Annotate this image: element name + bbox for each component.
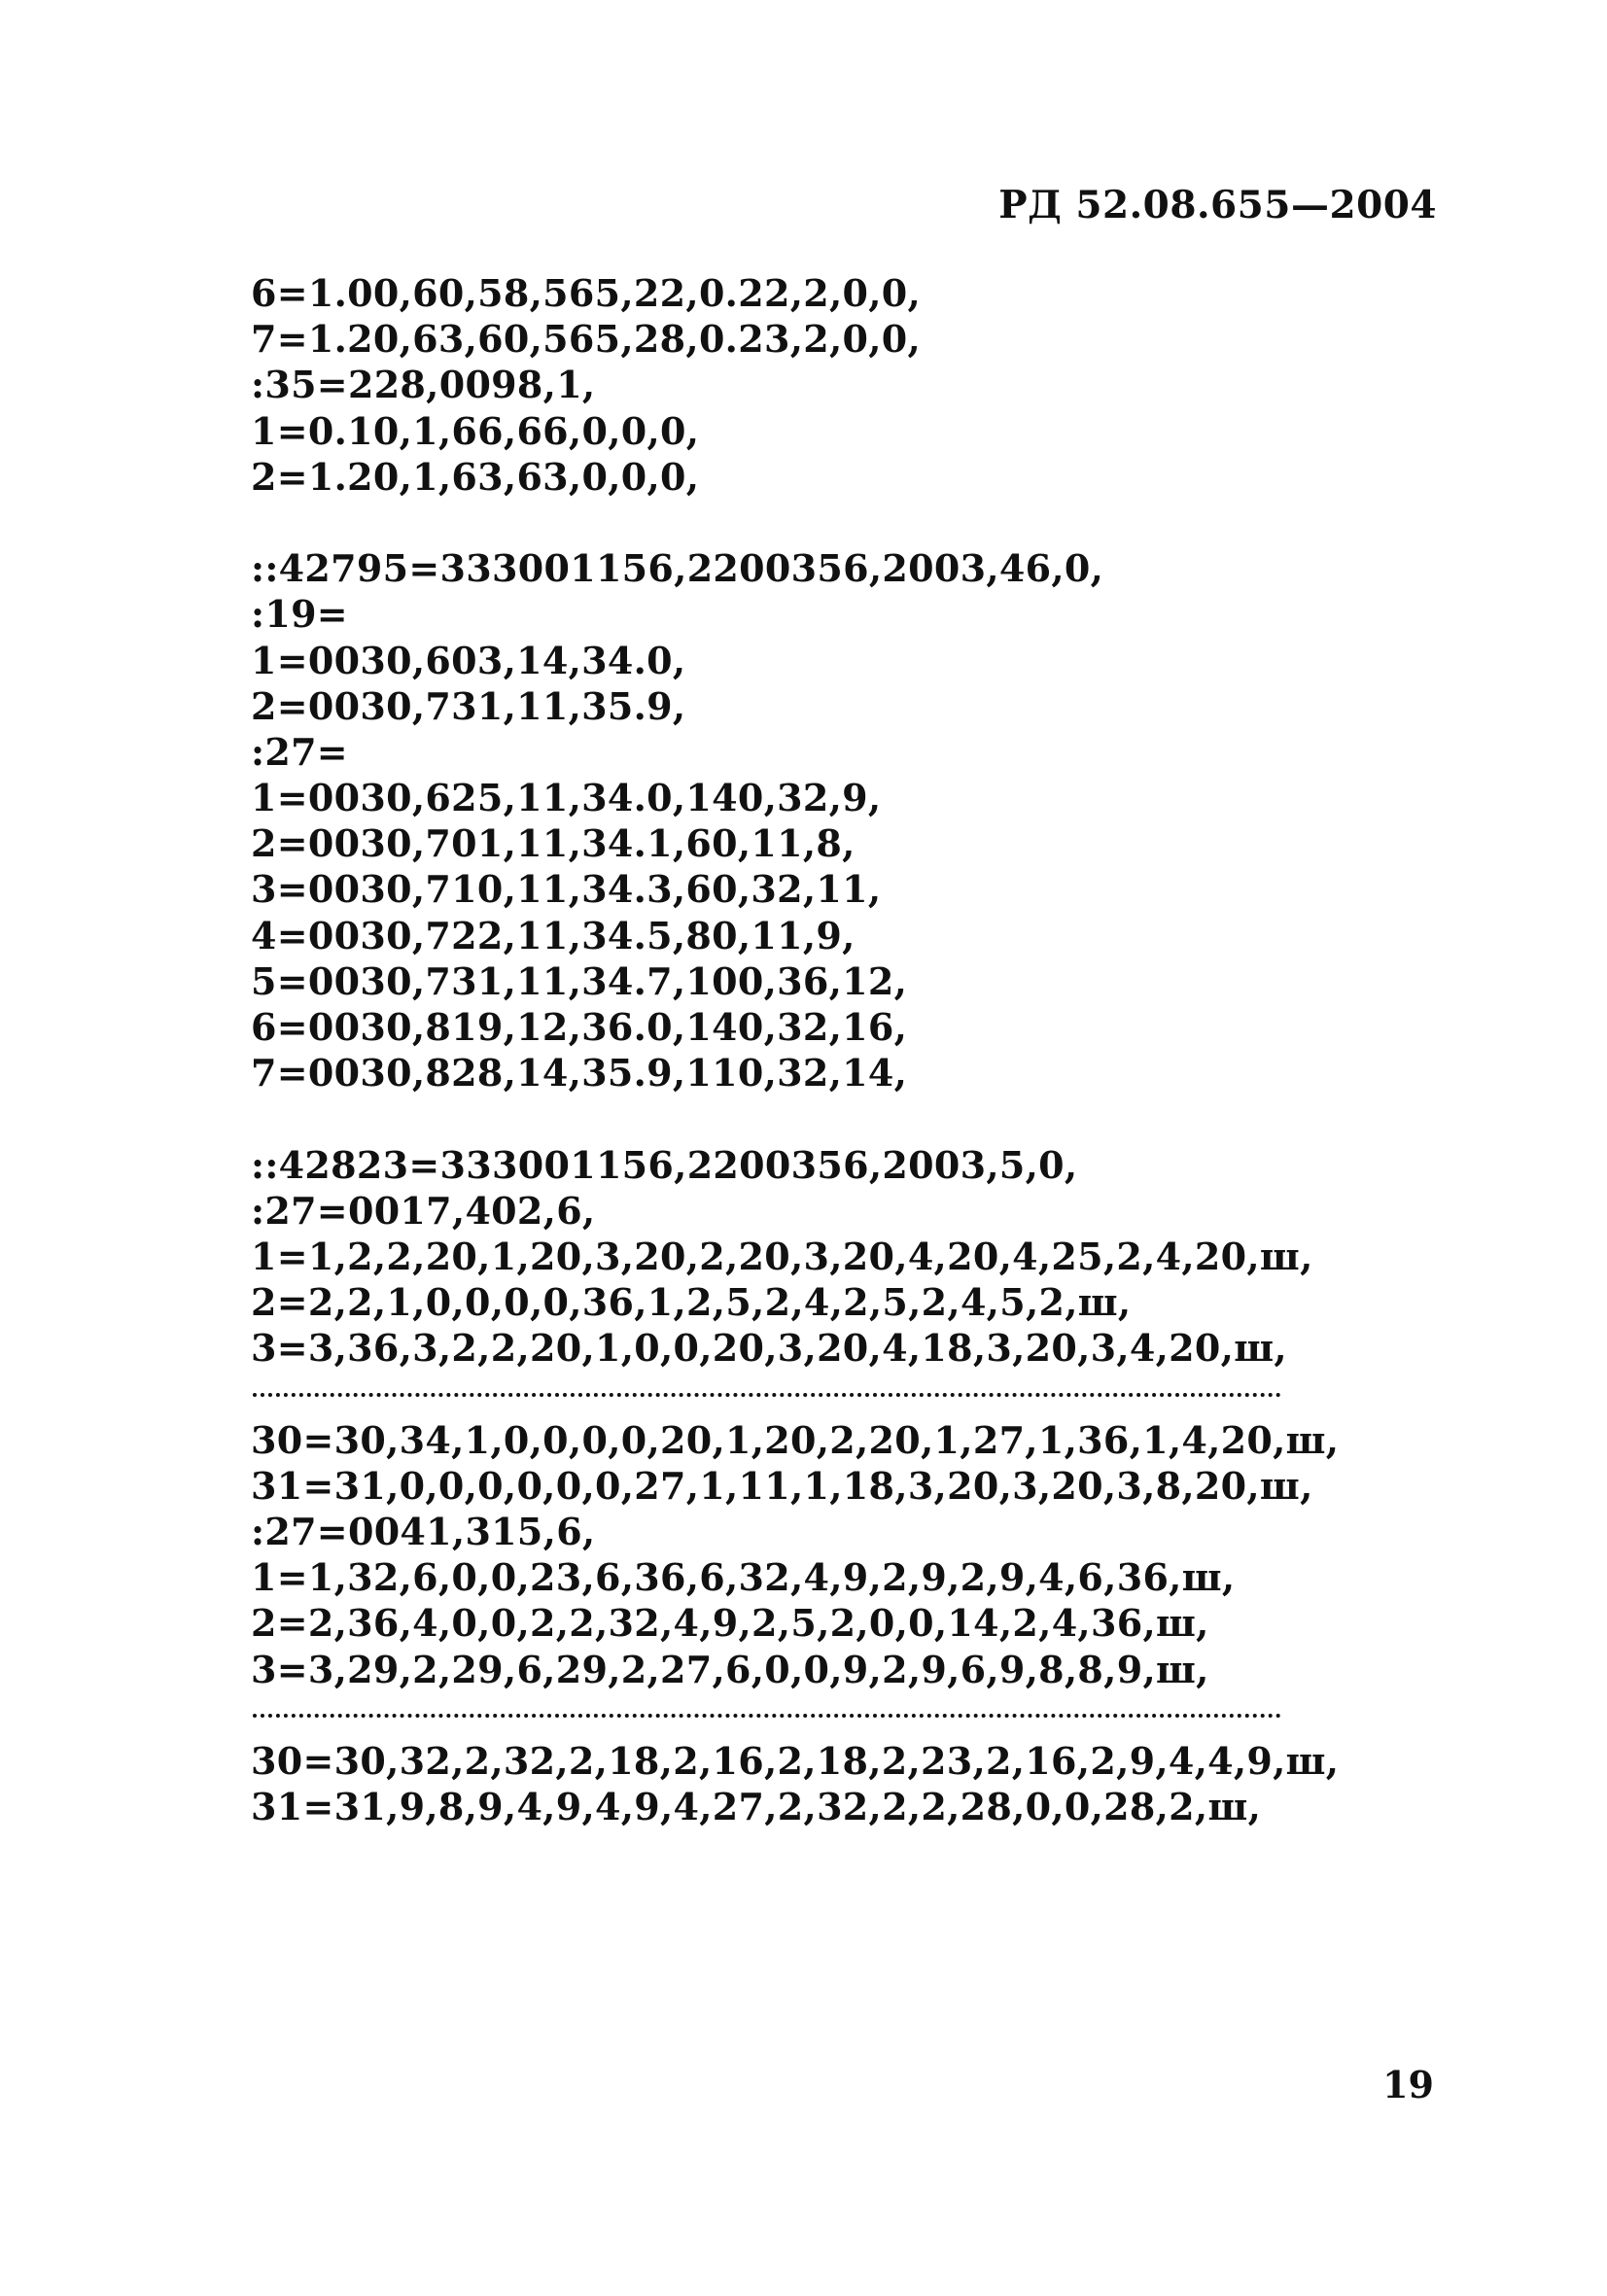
data-line: 6=0030,819,12,36.0,140,32,16, [251,1005,908,1049]
data-line: ::42823=333001156,2200356,2003,5,0, [251,1142,1078,1187]
data-line: 2=0030,701,11,34.1,60,11,8, [251,821,856,866]
data-listing [251,270,1340,1829]
data-line: :35=228,0098,1, [251,363,596,407]
data-line: :27= [251,729,348,774]
data-line: ::42795=333001156,2200356,2003,46,0, [251,546,1104,591]
data-line: 1=1,32,6,0,0,23,6,36,6,32,4,9,2,9,2,9,4,6,36,ш, [251,1555,1236,1600]
data-line: 1=0.10,1,66,66,0,0,0, [251,408,700,453]
data-line: 30=30,32,2,32,2,18,2,16,2,18,2,23,2,16,2,9,4,4,9,ш, [251,1739,1340,1783]
document-code: РД 52.08.655—2004 [998,183,1437,227]
dotted-separator [251,1372,1281,1417]
data-line: 1=1,2,2,20,1,20,3,20,2,20,3,20,4,20,4,25,2,4,20,ш, [251,1234,1313,1278]
data-line: 5=0030,731,11,34.7,100,36,12, [251,958,908,1003]
data-line: 6=1.00,60,58,565,22,0.22,2,0,0, [251,271,922,315]
data-line: 2=2,2,1,0,0,0,0,36,1,2,5,2,4,2,5,2,4,5,2,ш, [251,1280,1132,1325]
data-line: 31=31,9,8,9,4,9,4,9,4,27,2,32,2,2,28,0,0,28,2,ш, [251,1785,1262,1829]
data-line: :27=0017,402,6, [251,1188,596,1233]
data-line: 1=0030,625,11,34.0,140,32,9, [251,776,882,820]
data-line: 7=1.20,63,60,565,28,0.23,2,0,0, [251,317,922,362]
data-line: 30=30,34,1,0,0,0,0,20,1,20,2,20,1,27,1,36,1,4,20,ш, [251,1417,1340,1462]
data-line: 3=0030,710,11,34.3,60,32,11, [251,867,882,912]
data-line: 1=0030,603,14,34.0, [251,638,686,682]
dotted-separator [251,1692,1281,1738]
data-line: 2=0030,731,11,35.9, [251,683,686,728]
blank-line [251,1096,1281,1141]
data-line: 3=3,36,3,2,2,20,1,0,0,20,3,20,4,18,3,20,3,4,20,ш, [251,1326,1287,1371]
data-line: 7=0030,828,14,35.9,110,32,14, [251,1051,908,1096]
data-line: 3=3,29,2,29,6,29,2,27,6,0,0,9,2,9,6,9,8,8,9,ш, [251,1647,1209,1691]
data-line: :19= [251,592,348,637]
blank-line [251,500,1281,545]
data-line: 31=31,0,0,0,0,0,0,27,1,11,1,18,3,20,3,20,3,8,20,ш, [251,1463,1313,1508]
data-line: 4=0030,722,11,34.5,80,11,9, [251,913,856,957]
page-number: 19 [1382,2063,1434,2106]
data-line: 2=1.20,1,63,63,0,0,0, [251,454,700,499]
data-line: 2=2,36,4,0,0,2,2,32,4,9,2,5,2,0,0,14,2,4,36,ш, [251,1601,1209,1646]
data-line: :27=0041,315,6, [251,1510,596,1554]
